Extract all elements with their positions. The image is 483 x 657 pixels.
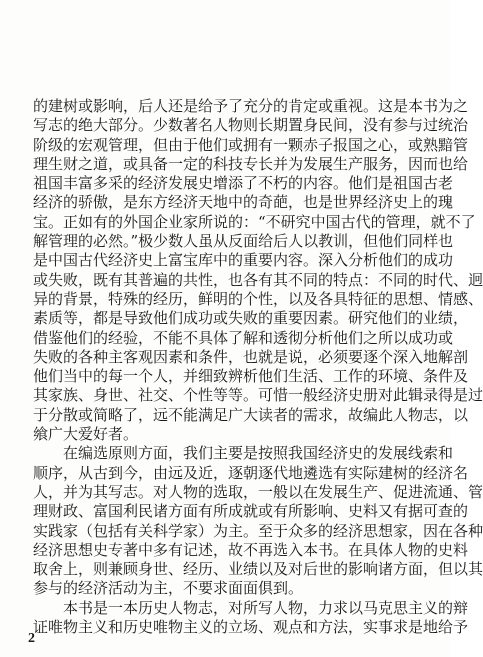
text-line: 于分散或简略了，远不能满足广大读者的需求，故编此人物志，以 [33,405,469,424]
page-number: 2 [28,631,35,646]
text-line: 其家族、身世、社交、个性等等。可惜一般经济史册对此辑录得是过 [33,386,483,405]
text-line: 解管理的必然。”极少数人虽从反面给后人以教训，但他们同样也 [33,232,454,251]
text-line: 飨广大爱好者。 [33,425,139,444]
text-line: 理财政、富国利民诸方面有所成就或有所影响、史料又有据可查的 [33,502,469,521]
text-line: 参与的经济活动为主，不要求面面俱到。 [33,579,304,598]
text-line: 顺序，从古到今，由远及近，逐朝逐代地遴选有实际建树的经济名 [33,463,469,482]
text-line: 在编选原则方面，我们主要是按照我国经济史的发展线索和 [33,444,454,463]
text-line: 素质等，都是导致他们成功或失败的重要因素。研究他们的业绩， [33,309,469,328]
text-line: 取舍上，则兼顾身世、经历、业绩以及对后世的影响诸方面，但以其 [33,560,483,579]
text-line: 写志的绝大部分。少数著名人物则长期置身民间，没有参与过统治 [33,116,469,135]
text-line: 经济思想史专著中多有记述，故不再选入本书。在具体人物的史料 [33,540,469,559]
text-line: 宝。正如有的外国企业家所说的：“不研究中国古代的管理，就不了 [33,212,476,231]
text-line: 经济的骄傲，是东方经济天地中的奇葩，也是世界经济史上的瑰 [33,193,454,212]
text-line: 异的背景，特殊的经历，鲜明的个性，以及各具特征的思想、情感、 [33,289,483,308]
text-line: 证唯物主义和历史唯物主义的立场、观点和方法，实事求是地给予 [33,618,469,637]
text-line: 理生财之道，或具备一定的科技专长并为发展生产服务，因而也给 [33,154,469,173]
text-line: 或失败，既有其普遍的共性，也各有其不同的特点：不同的时代、迥 [33,270,483,289]
text-line: 阶级的宏观管理，但由于他们或拥有一颗赤子报国之心，或熟黯管 [33,135,469,154]
body-text [33,97,483,637]
text-line: 借鉴他们的经验，不能不具体了解和透彻分析他们之所以成功或 [33,328,454,347]
text-line: 他们当中的每一个人，并细致辨析他们生活、工作的环境、条件及 [33,367,469,386]
text-line: 是中国古代经济史上富宝库中的重要内容。深入分析他们的成功 [33,251,454,270]
text-line: 人，并为其写志。对人物的选取，一般以在发展生产、促进流通、管 [33,482,483,501]
text-line: 实践家（包括有关科学家）为主。至于众多的经济思想家，因在各种 [33,521,483,540]
text-line: 祖国丰富多采的经济发展史增添了不朽的内容。他们是祖国古老 [33,174,454,193]
text-line: 本书是一本历史人物志，对所写人物，力求以马克思主义的辩 [33,598,469,617]
text-line: 失败的各种主客观因素和条件，也就是说，必须要逐个深入地解剖 [33,347,469,366]
text-line: 的建树或影响，后人还是给予了充分的肯定或重视。这是本书为之 [33,97,469,115]
